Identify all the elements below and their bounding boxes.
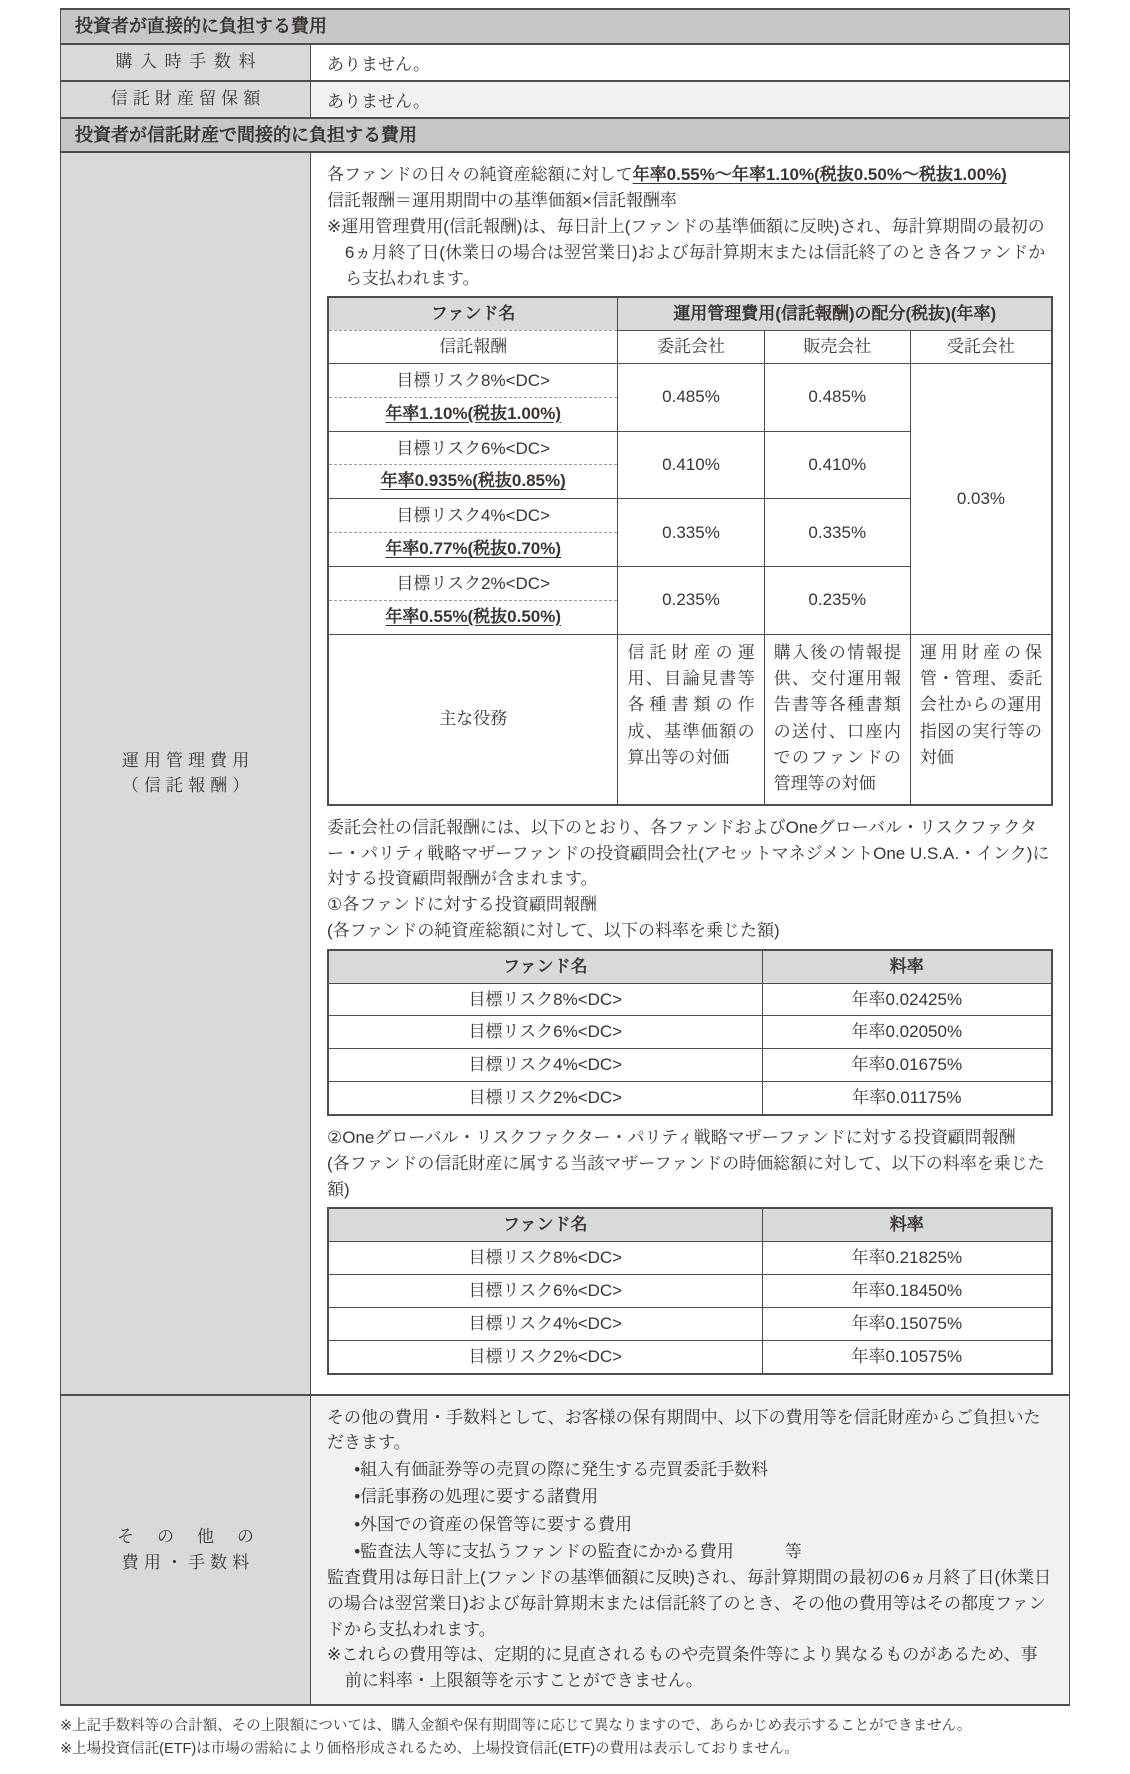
fund-rate: 年率0.01175% [762,1081,1051,1114]
advisor2-basis: (各ファンドの信託財産に属する当該マザーファンドの時価総額に対して、以下の料率を乗じた額) [327,1153,1045,1199]
fee-formula: 信託報酬＝運用期間中の基準価額×信託報酬率 [327,191,677,211]
row-other-fees [61,1394,1069,1707]
advisor1-basis: (各ファンドの純資産総額に対して、以下の料率を乗じた額) [327,920,780,940]
other-fee-item: •監査法人等に支払うファンドの監査にかかる費用 等 [354,1541,802,1561]
fund-name: 目標リスク4%<DC> [329,1307,762,1340]
fund-name: 目標リスク6%<DC> [396,438,550,458]
col-header-fund-name: ファンド名 [329,951,762,983]
advisor1-heading: ①各ファンドに対する投資顧問報酬 [327,895,597,915]
allocation-subheader-row [329,330,1051,363]
subheader-hanbai: 販売会社 [764,330,910,363]
fund-name: 目標リスク2%<DC> [329,1081,762,1114]
fund-total-rate: 年率0.935%(税抜0.85%) [329,464,617,498]
section-header-indirect-fees: 投資者が信託財産で間接的に負担する費用 [61,117,1069,154]
col-header-rate: 料率 [762,1209,1051,1241]
subheader-jutaku: 受託会社 [910,330,1051,363]
footnote-total-fees: ※上記手数料等の合計額、その上限額については、購入金額や保有期間等に応じて異なりますので、あらかじめ表示することができません。 [60,1718,972,1735]
fund-name: 目標リスク8%<DC> [396,370,550,390]
fund-name: 目標リスク2%<DC> [329,1340,762,1373]
fund-total-rate: 年率0.55%(税抜0.50%) [329,600,617,634]
table-row [329,1340,1051,1373]
retention-amount-value: ありません。 [311,82,1069,117]
fund-name: 目標リスク8%<DC> [329,983,762,1016]
fund-total-rate: 年率0.77%(税抜0.70%) [329,532,617,566]
col-header-fund-name: ファンド名 [329,1209,762,1241]
header-row [329,1209,1051,1241]
fund-name: 目標リスク4%<DC> [396,506,550,526]
itaku-rate: 0.410% [617,431,763,499]
fund-name: 目標リスク2%<DC> [396,573,550,593]
fund-name: 目標リスク6%<DC> [329,1015,762,1048]
table-row [329,1015,1051,1048]
fund-name: 目標リスク8%<DC> [329,1241,762,1274]
role-itaku: 信託財産の運用、目論見書等各種書類の作成、基準価額の算出等の対価 [617,634,763,804]
fund-rate: 年率0.18450% [762,1274,1051,1307]
purchase-fee-value: ありません。 [311,45,1069,80]
other-fees-label: その他の 費用・手数料 [61,1396,311,1705]
fund-rate: 年率0.15075% [762,1307,1051,1340]
fee-allocation-table [327,296,1053,805]
itaku-rate: 0.235% [617,566,763,634]
fund-rate: 年率0.02425% [762,983,1051,1016]
footnote-etf: ※上場投資信託(ETF)は市場の需給により価格形成されるため、上場投資信託(ETF)の費用は表示しておりません。 [60,1740,800,1757]
section-header-direct-fees: 投資者が直接的に負担する費用 [61,8,1069,45]
itaku-rate: 0.335% [617,498,763,566]
management-fee-label: 運用管理費用 （信託報酬） [61,153,311,1393]
allocation-header-row [329,298,1051,330]
fund-name: 目標リスク6%<DC> [329,1274,762,1307]
header-row [329,951,1051,983]
other-fees-caveat: ※これらの費用等は、定期的に見直されるものや売買条件等により異なるものがあるため、事前に料率・上限額等を示すことができません。 [327,1645,1038,1691]
management-fee-intro: 各ファンドの日々の純資産総額に対して年率0.55%～年率1.10%(税抜0.50%～税抜1.00%) [327,165,1007,185]
col-header-fund-name: ファンド名 [329,298,617,330]
fund-rate: 年率0.02050% [762,1015,1051,1048]
hanbai-rate: 0.410% [764,431,910,499]
table-row [329,983,1051,1016]
fund-rate: 年率0.10575% [762,1340,1051,1373]
other-fee-item: •外国での資産の保管等に要する費用 [354,1514,633,1534]
table-row [329,1274,1051,1307]
role-jutaku: 運用財産の保管・管理、委託会社からの運用指図の実行等の対価 [910,634,1051,804]
roles-label: 主な役務 [329,634,617,804]
other-fees-content [311,1396,1069,1705]
purchase-fee-label: 購入時手数料 [115,52,264,72]
itaku-rate: 0.485% [617,363,763,431]
row-retention-amount [61,80,1069,117]
fund-rate: 年率0.21825% [762,1241,1051,1274]
hanbai-rate: 0.485% [764,363,910,431]
advisor-fee-table-1 [327,949,1053,1116]
table-row [329,1307,1051,1340]
other-fees-intro: その他の費用・手数料として、お客様の保有期間中、以下の費用等を信託財産からご負担いただきます。 [327,1407,1041,1453]
fund-rate: 年率0.01675% [762,1048,1051,1081]
allocation-roles-row [329,634,1051,804]
footnotes [60,1715,1070,1760]
advisor2-heading: ②Oneグローバル・リスクファクター・パリティ戦略マザーファンドに対する投資顧問報酬 [327,1127,1016,1147]
subheader-itaku: 委託会社 [617,330,763,363]
retention-amount-label: 信託財産留保額 [110,89,266,109]
row-management-fee [61,153,1069,1393]
jutaku-rate-merged: 0.03% [910,363,1051,634]
advisor-fee-table-2 [327,1207,1053,1374]
daily-accrual-note: ※運用管理費用(信託報酬)は、毎日計上(ファンドの基準価額に反映)され、毎計算期間の最初の6ヵ月終了日(休業日の場合は翌営業日)および毎計算期末または信託終了のとき各ファンドから支払われます。 [327,216,1046,288]
row-purchase-fee [61,45,1069,80]
fund-name: 目標リスク4%<DC> [329,1048,762,1081]
fee-table [60,8,1070,1706]
other-fee-item: •組入有価証券等の売買の際に発生する売買委託手数料 [354,1460,769,1480]
advisor-fee-intro: 委託会社の信託報酬には、以下のとおり、各ファンドおよびOneグローバル・リスクファクター・パリティ戦略マザーファンドの投資顧問会社(アセットマネジメントOne U.S.A.・インク)に対する投資顧問報酬が含まれます。 [327,817,1050,889]
table-row [329,1081,1051,1114]
hanbai-rate: 0.235% [764,566,910,634]
col-header-allocation: 運用管理費用(信託報酬)の配分(税抜)(年率) [617,298,1051,330]
fund-total-rate: 年率1.10%(税抜1.00%) [329,397,617,431]
subheader-trust-fee: 信託報酬 [329,330,617,363]
role-hanbai: 購入後の情報提供、交付運用報告書等各種書類の送付、口座内でのファンドの管理等の対価 [764,634,910,804]
table-row [329,1241,1051,1274]
allocation-row-risk8 [329,363,1051,431]
hanbai-rate: 0.335% [764,498,910,566]
other-fee-item: •信託事務の処理に要する諸費用 [354,1487,599,1507]
management-fee-content [311,153,1069,1393]
fee-rate-emphasis: 年率0.55%～年率1.10%(税抜0.50%～税抜1.00%) [632,165,1007,185]
audit-fee-note: 監査費用は毎日計上(ファンドの基準価額に反映)され、毎計算期間の最初の6ヵ月終了日(休業日の場合は翌営業日)および毎計算期末または信託終了のとき、その他の費用等はその都度ファンドから支払われます。 [327,1567,1052,1639]
table-row [329,1048,1051,1081]
col-header-rate: 料率 [762,951,1051,983]
